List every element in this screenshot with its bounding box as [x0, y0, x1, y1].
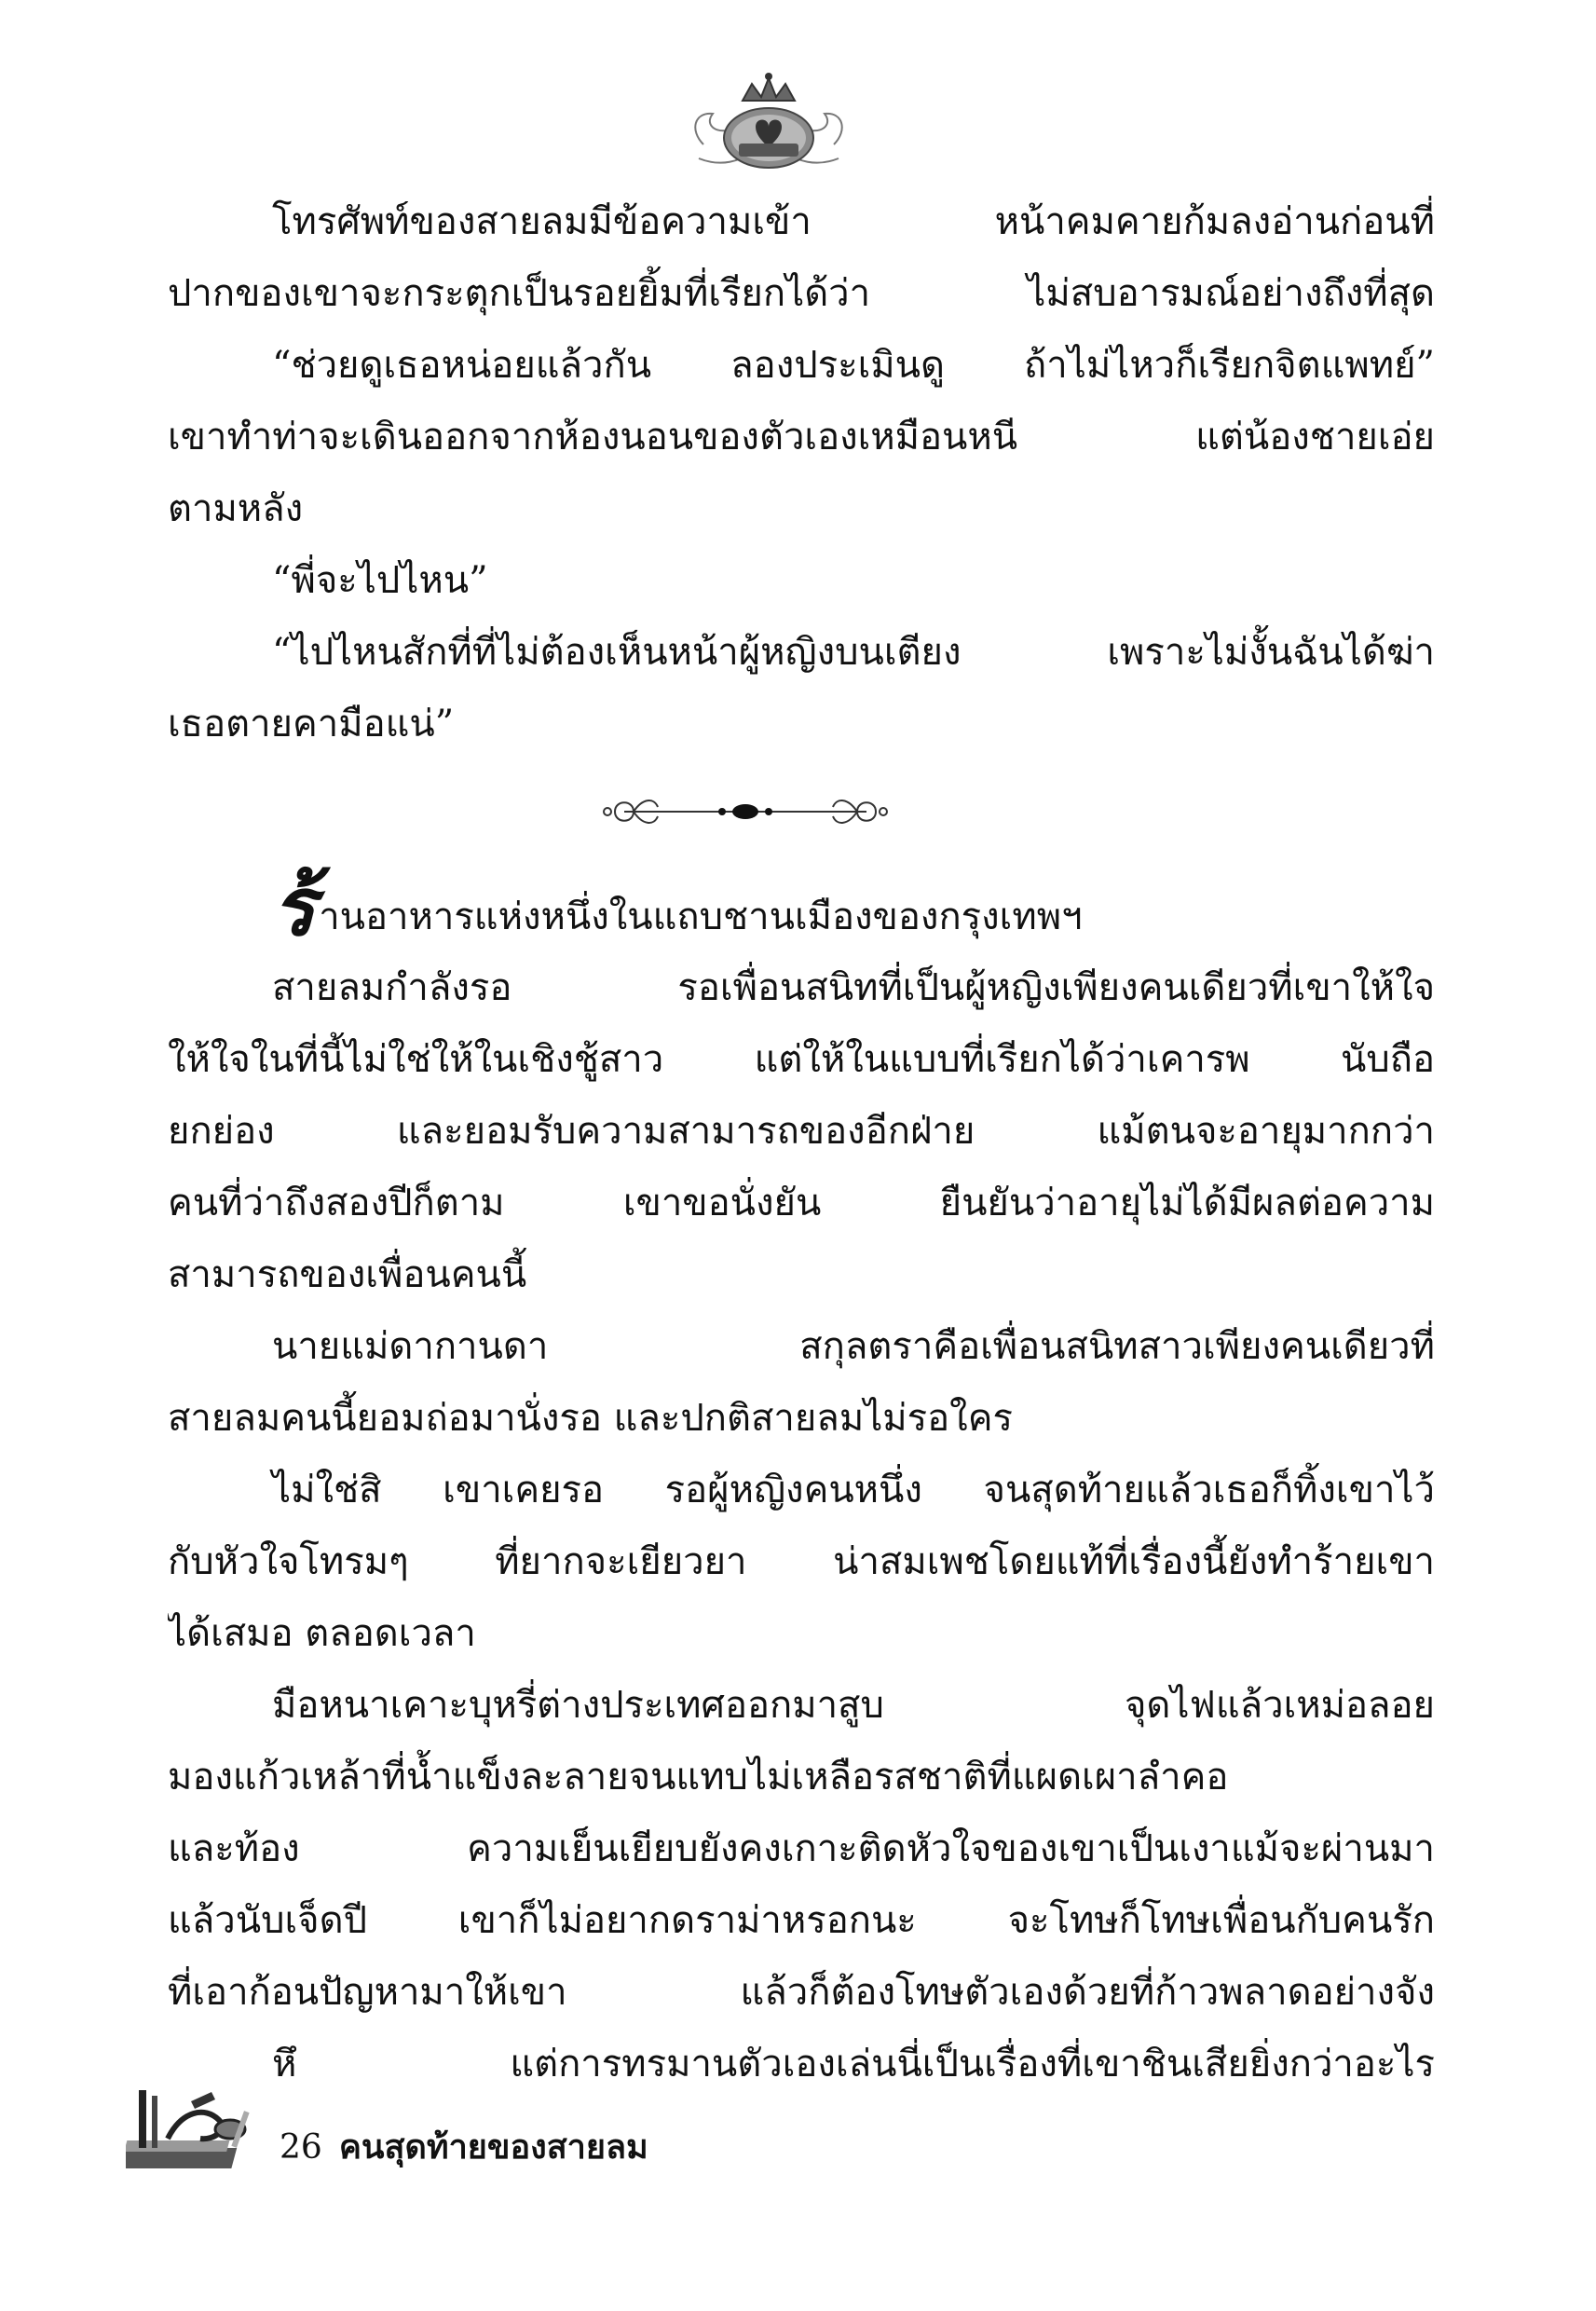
paragraph	[168, 1311, 1435, 1455]
text-line: เขาทำท่าจะเดินออกจากห้องนอนของตัวเองเหมือนหนี แต่น้องชายเอ่ย	[168, 416, 1435, 458]
footer-text	[280, 2120, 648, 2173]
paragraph	[168, 617, 1435, 760]
text-line: ปากของเขาจะกระตุกเป็นรอยยิ้มที่เรียกได้ว่า ไม่สบอารมณ์อย่างถึงที่สุด	[168, 272, 1435, 315]
text-line: “ช่วยดูเธอหน่อยแล้วกัน ลองประเมินดู ถ้าไม่ไหวก็เรียกจิตแพทย์”	[272, 344, 1435, 387]
paragraph	[168, 545, 1435, 617]
text-line: โทรศัพท์ของสายลมมีข้อความเข้า หน้าคมคายก้มลงอ่านก่อนที่	[272, 200, 1435, 243]
text-line: มือหนาเคาะบุหรี่ต่างประเทศออกมาสูบ จุดไฟแล้วเหม่อลอย	[272, 1684, 1435, 1727]
text-line: แล้วนับเจ็ดปี เขาก็ไม่อยากดราม่าหรอกนะ จะโทษก็โทษเพื่อนกับคนรัก	[168, 1899, 1435, 1942]
paragraph	[168, 330, 1435, 545]
paragraph	[168, 952, 1435, 1311]
text-line: เธอตายคามือแน่”	[168, 703, 455, 745]
page-footer	[126, 2083, 964, 2185]
ornamental-divider-icon	[596, 788, 894, 835]
paragraph	[168, 1455, 1435, 1670]
text-line: ยกย่อง และยอมรับความสามารถของอีกฝ่าย แม้ตนจะอายุมากกว่า	[168, 1110, 1435, 1153]
text-line: สามารถของเพื่อนคนนี้	[168, 1253, 527, 1296]
page-body	[168, 186, 1435, 2100]
book-stationery-icon	[126, 2083, 266, 2181]
book-title: คนสุดท้ายของสายลม	[338, 2128, 648, 2167]
paragraph	[168, 186, 1435, 330]
page-number: 26	[280, 2128, 322, 2167]
text-line: “ไปไหนสักที่ที่ไม่ต้องเห็นหน้าผู้หญิงบนเตียง เพราะไม่งั้นฉันได้ฆ่า	[272, 631, 1435, 674]
text-line: “พี่จะไปไหน”	[272, 559, 488, 602]
paragraph	[168, 1670, 1435, 2029]
text-line: กับหัวใจโทรมๆ ที่ยากจะเยียวยา น่าสมเพชโดยแท้ที่เรื่องนี้ยังทำร้ายเขา	[168, 1540, 1435, 1583]
text-line: นายแม่ดากานดา สกุลตราคือเพื่อนสนิทสาวเพียงคนเดียวที่	[272, 1325, 1435, 1368]
text-line: คนที่ว่าถึงสองปีก็ตาม เขาขอนั่งยัน ยืนยันว่าอายุไม่ได้มีผลต่อความ	[168, 1182, 1435, 1224]
text-line: หึ แต่การทรมานตัวเองเล่นนี่เป็นเรื่องที่เขาชินเสียยิ่งกว่าอะไร	[272, 2043, 1435, 2085]
text-line: สายลมกำลังรอ รอเพื่อนสนิทที่เป็นผู้หญิงเพียงคนเดียวที่เขาให้ใจ	[272, 966, 1435, 1009]
text-line: ไม่ใช่สิ เขาเคยรอ รอผู้หญิงคนหนึ่ง จนสุดท้ายแล้วเธอก็ทิ้งเขาไว้	[272, 1469, 1435, 1511]
text-line: มองแก้วเหล้าที่น้ำแข็งละลายจนแทบไม่เหลือรสชาติที่แผดเผาลำคอ	[168, 1756, 1229, 1798]
section-opening-line	[168, 860, 1435, 954]
text-line: ให้ใจในที่นี้ไม่ใช่ให้ในเชิงชู้สาว แต่ให้ในแบบที่เรียกได้ว่าเคารพ นับถือ	[168, 1038, 1435, 1081]
text-line: และท้อง ความเย็นเยียบยังคงเกาะติดหัวใจของเขาเป็นเงาแม้จะผ่านมา	[168, 1827, 1435, 1870]
drop-cap: ร้	[272, 860, 316, 954]
text-line: ตามหลัง	[168, 487, 304, 530]
text-line: ได้เสมอ ตลอดเวลา	[168, 1612, 476, 1655]
crown-heart-emblem-icon	[685, 56, 853, 177]
section-divider	[168, 760, 1435, 863]
text-line: านอาหารแห่งหนึ่งในแถบชานเมืองของกรุงเทพฯ	[319, 896, 1083, 938]
text-line: สายลมคนนี้ยอมถ่อมานั่งรอ และปกติสายลมไม่รอใคร	[168, 1397, 1013, 1440]
text-line: ที่เอาก้อนปัญหามาให้เขา แล้วก็ต้องโทษตัวเองด้วยที่ก้าวพลาดอย่างจัง	[168, 1971, 1435, 2014]
